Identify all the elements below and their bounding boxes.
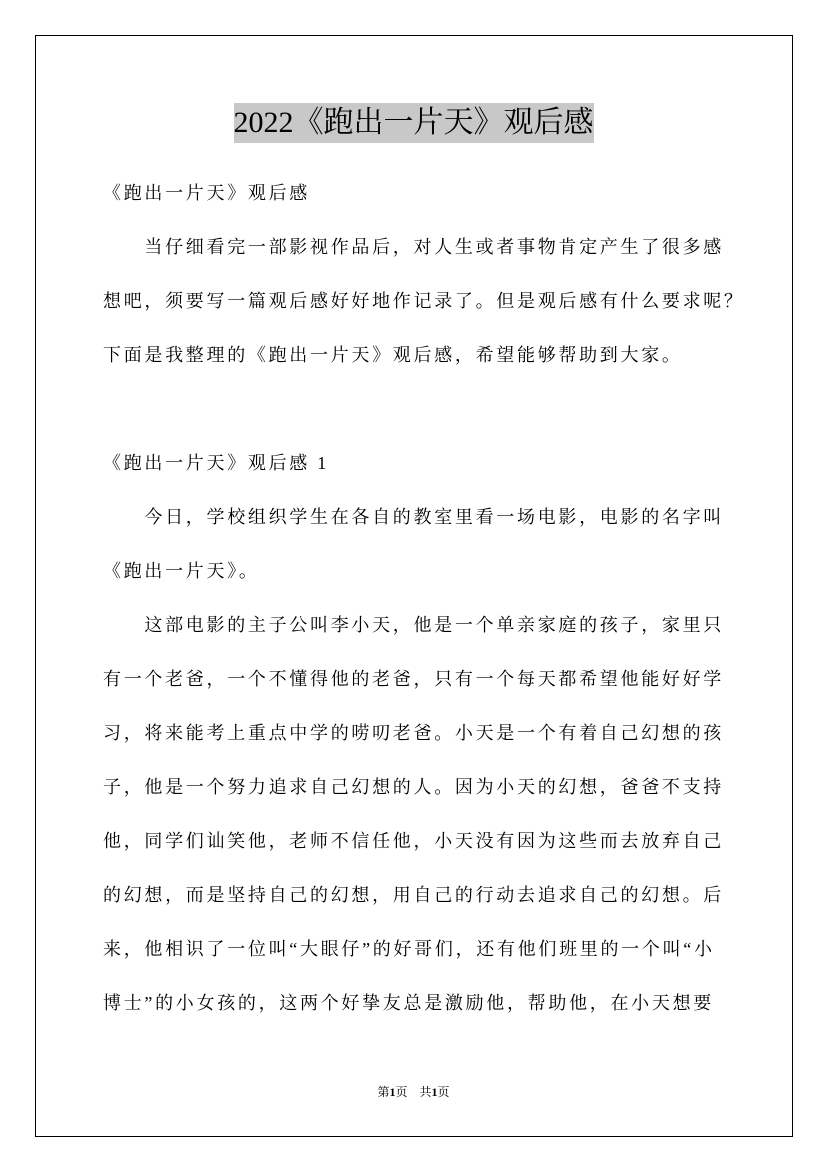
paragraph-line: 《跑出一片天》。 xyxy=(103,561,260,581)
paragraph-line: 下面是我整理的《跑出一片天》观后感，希望能够帮助到大家。 xyxy=(103,345,683,365)
total-label-suffix: 页 xyxy=(437,1085,450,1099)
page-footer xyxy=(0,1084,827,1100)
paragraph-spacer xyxy=(103,382,725,436)
paragraph-line: 想吧，须要写一篇观后感好好地作记录了。但是观后感有什么要求呢？ xyxy=(103,291,745,311)
paragraph-line: 习，将来能考上重点中学的唠叨老爸。小天是一个有着自己幻想的孩 xyxy=(103,723,724,743)
intro-paragraph xyxy=(103,220,745,382)
paragraph-line: 今日，学校组织学生在各自的教室里看一场电影，电影的名字叫 xyxy=(144,507,724,527)
document-subtitle: 《跑出一片天》观后感 xyxy=(103,183,310,203)
page-label-prefix: 第 xyxy=(377,1085,390,1099)
paragraph-line: 来，他相识了一位叫“大眼仔”的好哥们，还有他们班里的一个叫“小 xyxy=(103,939,715,959)
page-number: 1 xyxy=(389,1085,396,1099)
page-label-suffix: 页 xyxy=(395,1085,408,1099)
paragraph-line: 这部电影的主子公叫李小天，他是一个单亲家庭的孩子，家里只 xyxy=(144,615,724,635)
title-row xyxy=(0,103,827,143)
section-heading: 《跑出一片天》观后感 1 xyxy=(103,453,329,473)
total-label-prefix: 共 xyxy=(419,1085,432,1099)
section-paragraph xyxy=(103,490,725,598)
paragraph-line: 博士”的小女孩的，这两个好挚友总是激励他，帮助他，在小天想要 xyxy=(103,993,714,1013)
paragraph-line: 子，他是一个努力追求自己幻想的人。因为小天的幻想，爸爸不支持 xyxy=(103,777,724,797)
paragraph-line: 当仔细看完一部影视作品后，对人生或者事物肯定产生了很多感 xyxy=(144,237,724,257)
paragraph-line: 的幻想，而是坚持自己的幻想，用自己的行动去追求自己的幻想。后 xyxy=(103,885,724,905)
document-body xyxy=(103,166,745,1030)
section-paragraph xyxy=(103,598,725,1030)
document-title: 2022《跑出一片天》观后感 xyxy=(234,103,594,143)
paragraph-line: 有一个老爸，一个不懂得他的老爸，只有一个每天都希望他能好好学 xyxy=(103,669,724,689)
paragraph-line: 他，同学们讪笑他，老师不信任他，小天没有因为这些而去放弃自己 xyxy=(103,831,724,851)
total-pages: 1 xyxy=(431,1085,438,1099)
